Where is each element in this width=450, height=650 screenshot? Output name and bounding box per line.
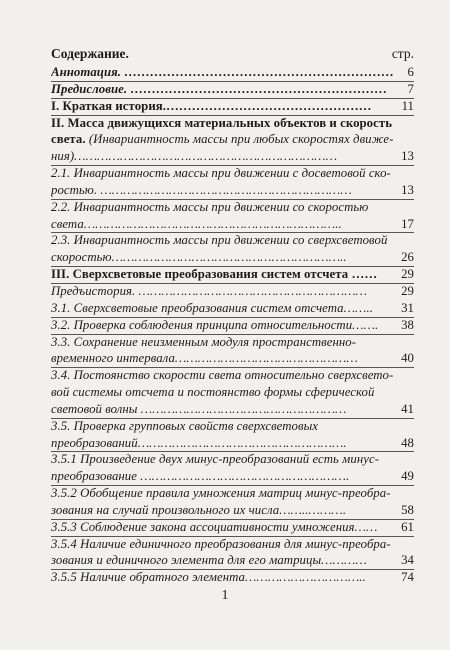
toc-entry-prehistory (51, 283, 414, 300)
toc-entry-bold-text: света. (51, 132, 86, 147)
toc-entry-text: 3.5. Проверка групповых свойств сверхсветовых (51, 418, 319, 433)
toc-entry-line (51, 64, 414, 81)
page-column-label: стр. (391, 46, 414, 61)
toc-entry-chapter-3 (51, 266, 414, 283)
toc-entry-text: 2.1. Инвариантность массы при движении с досветовой ско- (51, 166, 391, 181)
separator-rule (51, 418, 414, 419)
toc-entry-text: преобразований………………………………………………. (51, 435, 347, 450)
toc-entry-line (51, 81, 414, 98)
separator-rule (51, 232, 414, 233)
toc-entry-text: зования и единичного элемента для его матрицы………… (51, 553, 367, 568)
toc-page-number: 31 (401, 300, 414, 315)
separator-rule (51, 536, 414, 537)
toc-entry-section-3-5-1 (51, 451, 414, 485)
toc-entry-line (51, 266, 414, 283)
toc-entry-section-3-5 (51, 418, 414, 452)
toc-entry-line (51, 317, 414, 334)
toc-entry-line (51, 502, 414, 519)
toc-page-number: 26 (401, 250, 414, 265)
toc-page-number: 41 (401, 401, 414, 416)
toc-page-number: 29 (401, 283, 414, 298)
toc-entry-text: преобразование ………………………………………………. (51, 469, 350, 484)
toc-entry-text: 3.5.4 Наличие единичного преобразования для минус-преобра- (51, 536, 391, 551)
toc-entry-line (51, 165, 414, 182)
toc-entry-line (51, 182, 414, 199)
toc-entry-text: 3.1. Сверхсветовые преобразования систем отсчета…….. (51, 300, 373, 315)
toc-entry-text: ния)…………………………………………………………… (51, 149, 338, 164)
toc-entry-text: Предисловие. …………………………………………………… (51, 81, 388, 96)
toc-entry-text (51, 131, 393, 148)
toc-page-number: 7 (407, 81, 414, 96)
toc-entry-line (51, 350, 414, 367)
separator-rule (51, 317, 414, 318)
toc-entry-line (51, 216, 414, 233)
separator-rule (51, 81, 414, 82)
toc-entry-text: света………………………………………………………….. (51, 216, 342, 231)
toc-entry-text: 3.4. Постоянство скорости света относительно сверхсвето- (51, 368, 394, 383)
toc-entry-line (51, 300, 414, 317)
page-number: 1 (221, 588, 229, 603)
toc-page-number: 74 (401, 570, 414, 585)
toc-entry-section-3-2 (51, 317, 414, 334)
toc-entry-line (51, 148, 414, 165)
toc-page-number: 11 (401, 98, 414, 113)
toc-entry-text: 2.3. Инвариантность массы при движении со сверхсветовой (51, 233, 388, 248)
toc-entry-text: 3.5.1 Произведение двух минус-преобразований есть минус- (51, 452, 380, 467)
separator-rule (51, 98, 414, 99)
toc-entry-text: временного интервала………………………………………… (51, 351, 358, 366)
toc-entry-text: 3.5.5 Наличие обратного элемента………………………….. (51, 570, 366, 585)
separator-rule (51, 519, 414, 520)
separator-rule (51, 115, 414, 116)
toc-entry-line (51, 552, 414, 569)
toc-entry-line (51, 232, 414, 249)
toc-entry-text: вой системы отсчета и постоянство формы сферической (51, 385, 375, 400)
toc-entry-line (51, 367, 414, 384)
toc-page-number: 61 (401, 519, 414, 534)
toc-entry-chapter-1 (51, 98, 414, 115)
toc-page-number: 49 (401, 469, 414, 484)
toc-page-number: 40 (401, 351, 414, 366)
toc-entry-line (51, 536, 414, 553)
toc-entry-text: ростью. ………………………………………………………… (51, 182, 352, 197)
toc-entry-line (51, 249, 414, 266)
table-of-contents (51, 64, 414, 586)
toc-entry-text: I. Краткая история.………………………………………… (51, 98, 372, 113)
toc-entry-preface (51, 81, 414, 98)
toc-page-number: 38 (401, 317, 414, 332)
toc-page-number: 13 (401, 149, 414, 164)
toc-entry-line (51, 98, 414, 115)
toc-entry-annotation (51, 64, 414, 81)
toc-entry-line (51, 418, 414, 435)
toc-page-number: 58 (401, 502, 414, 517)
toc-entry-section-3-5-5 (51, 569, 414, 586)
contents-header (51, 46, 414, 62)
contents-title: Содержание. (51, 46, 129, 61)
toc-entry-section-2-1 (51, 165, 414, 199)
toc-entry-text: 3.3. Сохранение неизменным модуля пространственно- (51, 334, 357, 349)
toc-entry-line (51, 199, 414, 216)
toc-entry-italic-text: (Инвариантность массы при любых скоростях движе- (85, 132, 394, 147)
separator-rule (51, 334, 414, 335)
toc-entry-section-3-1 (51, 300, 414, 317)
toc-entry-line (51, 334, 414, 351)
separator-rule (51, 485, 414, 486)
toc-entry-line (51, 485, 414, 502)
toc-entry-line (51, 283, 414, 300)
toc-entry-text: 3.5.2 Обобщение правила умножения матриц минус-преобра- (51, 486, 391, 501)
toc-entry-text: световой волны ……………………………………………… (51, 401, 347, 416)
toc-entry-text: III. Сверхсветовые преобразования систем отсчета …… (51, 267, 378, 282)
toc-entry-section-3-5-2 (51, 485, 414, 519)
toc-entry-section-3-5-4 (51, 536, 414, 570)
toc-entry-text: Аннотация. ……………………………………………………… (51, 65, 395, 79)
toc-page-number: 6 (407, 65, 414, 79)
toc-entry-line (51, 468, 414, 485)
toc-entry-text: II. Масса движущихся материальных объектов и скорость (51, 115, 393, 130)
toc-entry-text: 2.2. Инвариантность массы при движении со скоростью (51, 199, 369, 214)
separator-rule (51, 451, 414, 452)
toc-entry-line (51, 569, 414, 586)
toc-entry-text: 3.2. Проверка соблюдения принципа относительности……. (51, 317, 379, 332)
toc-page-number: 17 (401, 216, 414, 231)
toc-entry-text: зования на случай произвольного их числа……..………. (51, 502, 347, 517)
toc-entry-line (51, 384, 414, 401)
separator-rule (51, 266, 414, 267)
toc-entry-text: скоростью…………………………………………………….. (51, 250, 347, 265)
separator-rule (51, 165, 414, 166)
toc-page-number: 34 (401, 553, 414, 568)
toc-entry-line (51, 131, 414, 148)
toc-entry-section-2-2 (51, 199, 414, 233)
toc-page-number: 48 (401, 435, 414, 450)
toc-entry-section-3-3 (51, 334, 414, 368)
separator-rule (51, 367, 414, 368)
toc-entry-section-3-4 (51, 367, 414, 418)
toc-entry-line (51, 519, 414, 536)
toc-entry-line (51, 401, 414, 418)
toc-entry-section-3-5-3 (51, 519, 414, 536)
toc-page-number: 29 (401, 267, 414, 282)
toc-entry-text: 3.5.3 Соблюдение закона ассоциативности умножения…… (51, 519, 378, 534)
toc-entry-line (51, 115, 414, 132)
toc-entry-chapter-2 (51, 115, 414, 166)
toc-entry-section-2-3 (51, 232, 414, 266)
toc-entry-line (51, 435, 414, 452)
toc-entry-line (51, 451, 414, 468)
separator-rule (51, 283, 414, 284)
separator-rule (51, 569, 414, 570)
toc-page-number: 13 (401, 182, 414, 197)
toc-entry-text: Предъистория. …………………………………………………… (51, 283, 368, 298)
separator-rule (51, 199, 414, 200)
